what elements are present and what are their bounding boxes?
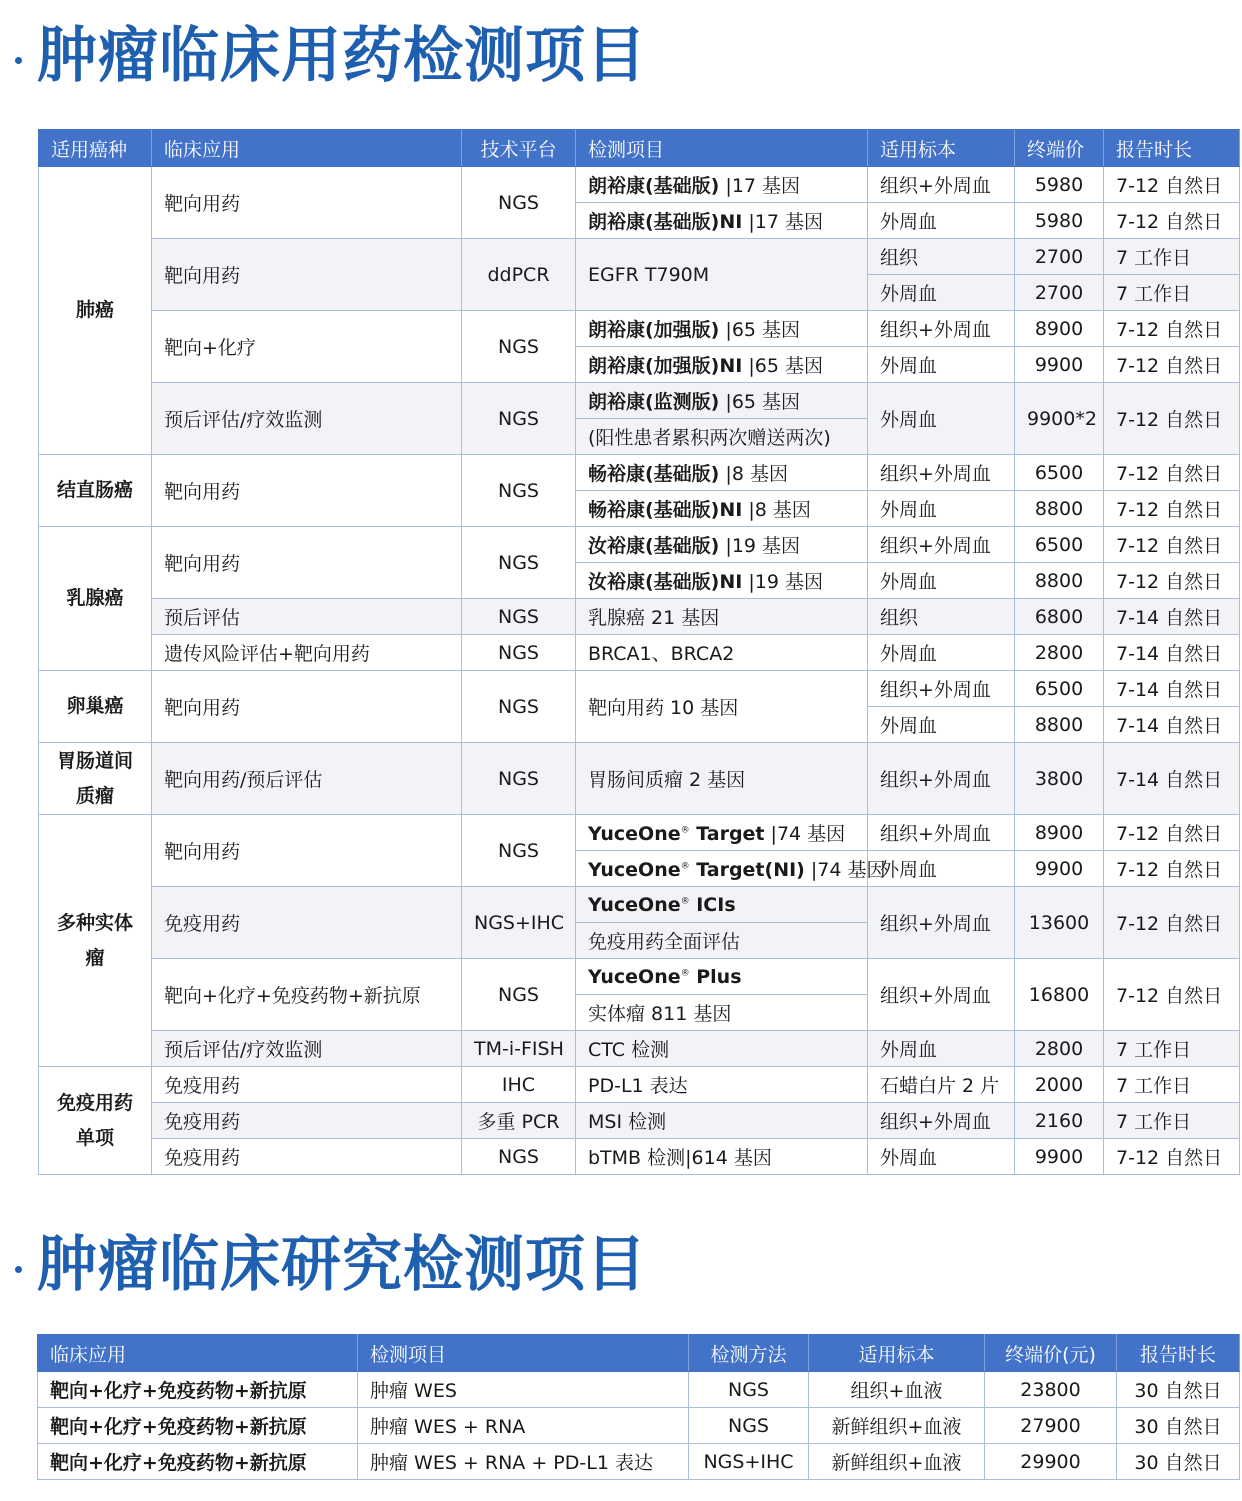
test-item-cell bbox=[576, 167, 868, 203]
application-cell: 靶向+化疗+免疫药物+新抗原 bbox=[152, 959, 462, 1031]
test-item-name: 朗裕康(加强版)NI bbox=[588, 355, 743, 377]
price-cell: 6500 bbox=[1015, 671, 1104, 707]
price-cell: 5980 bbox=[1015, 203, 1104, 239]
sample-cell: 外周血 bbox=[868, 635, 1015, 671]
sample-cell: 外周血 bbox=[868, 1139, 1015, 1175]
test-item-genes: |17 基因 bbox=[719, 175, 801, 197]
table-row bbox=[38, 1444, 1240, 1480]
platform-cell: ddPCR bbox=[462, 239, 576, 311]
price-cell: 8900 bbox=[1015, 815, 1104, 851]
sample-cell: 组织+外周血 bbox=[868, 1103, 1015, 1139]
col-header: 终端价(元) bbox=[985, 1335, 1117, 1372]
price-cell: 9900*2 bbox=[1015, 383, 1104, 455]
price-cell: 2000 bbox=[1015, 1067, 1104, 1103]
test-item-cell: BRCA1、BRCA2 bbox=[576, 635, 868, 671]
platform-cell: NGS bbox=[462, 167, 576, 239]
table-row bbox=[39, 311, 1240, 347]
platform-cell: NGS bbox=[462, 455, 576, 527]
bullet-dot-icon bbox=[15, 57, 22, 64]
table-row bbox=[39, 1103, 1240, 1139]
test-item-cell bbox=[576, 851, 886, 887]
price-cell: 8800 bbox=[1015, 563, 1104, 599]
price-cell: 5980 bbox=[1015, 167, 1104, 203]
test-item-genes: |74 基因 bbox=[764, 823, 846, 845]
test-item-genes: |8 基因 bbox=[742, 499, 811, 521]
price-cell: 2700 bbox=[1015, 239, 1104, 275]
price-cell: 9900 bbox=[1015, 1139, 1104, 1175]
table-row bbox=[39, 743, 1240, 815]
table-header-row bbox=[38, 1335, 1240, 1372]
price-cell: 8900 bbox=[1015, 311, 1104, 347]
col-header: 检测项目 bbox=[358, 1335, 689, 1372]
test-item-cell: 肿瘤 WES + RNA + PD-L1 表达 bbox=[358, 1444, 689, 1480]
price-cell: 3800 bbox=[1015, 743, 1104, 815]
table-row bbox=[39, 959, 1240, 995]
price-cell: 16800 bbox=[1015, 959, 1104, 1031]
price-cell: 13600 bbox=[1015, 887, 1104, 959]
col-header: 报告时长 bbox=[1117, 1335, 1240, 1372]
application-cell: 靶向用药 bbox=[152, 239, 462, 311]
sample-cell: 组织 bbox=[868, 599, 1015, 635]
table-header-row bbox=[39, 130, 1240, 167]
application-cell: 免疫用药 bbox=[152, 1103, 462, 1139]
table-row bbox=[39, 1139, 1240, 1175]
application-cell: 免疫用药 bbox=[152, 1067, 462, 1103]
test-item-genes: |65 基因 bbox=[719, 391, 801, 413]
test-item-cell: 胃肠间质瘤 2 基因 bbox=[576, 743, 868, 815]
cancer-type-cell: 乳腺癌 bbox=[39, 527, 152, 671]
table-row bbox=[39, 1031, 1240, 1067]
sample-cell: 外周血 bbox=[868, 347, 1015, 383]
platform-cell: NGS bbox=[462, 635, 576, 671]
col-header: 终端价 bbox=[1015, 130, 1104, 167]
sample-cell: 组织+外周血 bbox=[868, 455, 1015, 491]
platform-cell: NGS bbox=[462, 311, 576, 383]
test-item-cell bbox=[576, 311, 868, 347]
sample-cell: 组织+外周血 bbox=[868, 959, 1015, 1031]
registered-mark: ® bbox=[680, 896, 690, 907]
platform-cell: NGS bbox=[462, 959, 576, 1031]
test-item-note: 免疫用药全面评估 bbox=[576, 923, 868, 959]
table-row bbox=[38, 1408, 1240, 1444]
col-header: 适用癌种 bbox=[39, 130, 152, 167]
sample-cell: 外周血 bbox=[868, 491, 1015, 527]
report-time-cell: 7 工作日 bbox=[1104, 275, 1240, 311]
platform-cell: 多重 PCR bbox=[462, 1103, 576, 1139]
method-cell: NGS bbox=[689, 1408, 809, 1444]
col-header: 适用标本 bbox=[809, 1335, 985, 1372]
registered-mark: ® bbox=[680, 968, 690, 979]
price-cell: 9900 bbox=[1015, 851, 1104, 887]
test-item-variant: Target bbox=[689, 823, 765, 845]
col-header: 适用标本 bbox=[868, 130, 1015, 167]
application-cell: 靶向+化疗+免疫药物+新抗原 bbox=[38, 1444, 358, 1480]
report-time-cell: 7-14 自然日 bbox=[1104, 743, 1240, 815]
cancer-type-cell: 胃肠道间质瘤 bbox=[39, 743, 152, 815]
test-item-name: YuceOne bbox=[588, 823, 681, 845]
report-time-cell: 7-12 自然日 bbox=[1104, 383, 1240, 455]
report-time-cell: 7-14 自然日 bbox=[1104, 635, 1240, 671]
platform-cell: NGS bbox=[462, 743, 576, 815]
price-cell: 2700 bbox=[1015, 275, 1104, 311]
test-item-cell bbox=[576, 383, 868, 419]
application-cell: 遗传风险评估+靶向用药 bbox=[152, 635, 462, 671]
report-time-cell: 7-12 自然日 bbox=[1104, 527, 1240, 563]
test-item-name: YuceOne bbox=[588, 965, 681, 988]
application-cell: 靶向用药 bbox=[152, 527, 462, 599]
col-header: 检测项目 bbox=[576, 130, 868, 167]
sample-cell: 外周血 bbox=[868, 383, 1015, 455]
report-time-cell: 7-12 自然日 bbox=[1104, 851, 1240, 887]
report-time-cell: 7 工作日 bbox=[1104, 1103, 1240, 1139]
test-item-name: 畅裕康(基础版)NI bbox=[588, 499, 743, 521]
cancer-type-cell: 多种实体瘤 bbox=[39, 815, 152, 1067]
report-time-cell: 7-12 自然日 bbox=[1104, 959, 1240, 1031]
platform-cell: NGS bbox=[462, 1139, 576, 1175]
application-cell: 靶向用药 bbox=[152, 167, 462, 239]
application-cell: 预后评估/疗效监测 bbox=[152, 1031, 462, 1067]
sample-cell: 外周血 bbox=[868, 851, 1015, 887]
test-item-cell: 靶向用药 10 基因 bbox=[576, 671, 868, 743]
test-item-variant: ICIs bbox=[689, 893, 736, 916]
table-row bbox=[39, 239, 1240, 275]
test-item-cell: MSI 检测 bbox=[576, 1103, 868, 1139]
table-row bbox=[39, 383, 1240, 419]
sample-cell: 组织+外周血 bbox=[868, 671, 1015, 707]
price-cell: 6500 bbox=[1015, 527, 1104, 563]
report-time-cell: 30 自然日 bbox=[1117, 1372, 1240, 1408]
sample-cell: 组织+外周血 bbox=[868, 743, 1015, 815]
table-row bbox=[39, 455, 1240, 491]
test-item-cell bbox=[576, 815, 868, 851]
col-header: 报告时长 bbox=[1104, 130, 1240, 167]
method-cell: NGS bbox=[689, 1372, 809, 1408]
application-cell: 预后评估/疗效监测 bbox=[152, 383, 462, 455]
cancer-type-cell: 肺癌 bbox=[39, 167, 152, 455]
test-item-note: (阳性患者累积两次赠送两次) bbox=[576, 419, 868, 455]
sample-cell: 组织+外周血 bbox=[868, 815, 1015, 851]
sample-cell: 组织 bbox=[868, 239, 1015, 275]
sample-cell: 新鲜组织+血液 bbox=[809, 1444, 985, 1480]
test-item-genes: |19 基因 bbox=[742, 571, 824, 593]
test-item-cell bbox=[576, 959, 868, 995]
test-item-name: 朗裕康(监测版) bbox=[588, 391, 720, 413]
report-time-cell: 7-14 自然日 bbox=[1104, 671, 1240, 707]
table-row bbox=[39, 887, 1240, 923]
test-item-cell: EGFR T790M bbox=[576, 239, 868, 311]
report-time-cell: 30 自然日 bbox=[1117, 1408, 1240, 1444]
test-item-cell: 乳腺癌 21 基因 bbox=[576, 599, 868, 635]
price-cell: 8800 bbox=[1015, 707, 1104, 743]
test-item-cell bbox=[576, 347, 868, 383]
test-item-genes: |17 基因 bbox=[742, 211, 824, 233]
registered-mark: ® bbox=[680, 861, 690, 872]
test-item-genes: |65 基因 bbox=[742, 355, 824, 377]
report-time-cell: 7-12 自然日 bbox=[1104, 167, 1240, 203]
application-cell: 靶向用药 bbox=[152, 455, 462, 527]
col-header: 临床应用 bbox=[38, 1335, 358, 1372]
application-cell: 靶向用药 bbox=[152, 671, 462, 743]
report-time-cell: 7-12 自然日 bbox=[1104, 203, 1240, 239]
sample-cell: 组织+外周血 bbox=[868, 527, 1015, 563]
test-item-cell bbox=[576, 527, 868, 563]
price-cell: 8800 bbox=[1015, 491, 1104, 527]
col-header: 检测方法 bbox=[689, 1335, 809, 1372]
test-item-name: 朗裕康(加强版) bbox=[588, 319, 720, 341]
table-row bbox=[39, 167, 1240, 203]
platform-cell: NGS bbox=[462, 815, 576, 887]
test-item-cell bbox=[576, 563, 868, 599]
test-item-cell: 肿瘤 WES + RNA bbox=[358, 1408, 689, 1444]
test-item-cell: PD-L1 表达 bbox=[576, 1067, 868, 1103]
cancer-type-cell: 卵巢癌 bbox=[39, 671, 152, 743]
test-item-cell: CTC 检测 bbox=[576, 1031, 868, 1067]
clinical-research-test-table bbox=[37, 1334, 1240, 1480]
test-item-variant: Target(NI) bbox=[689, 859, 805, 881]
application-cell: 靶向+化疗 bbox=[152, 311, 462, 383]
test-item-cell bbox=[576, 203, 868, 239]
report-time-cell: 7-12 自然日 bbox=[1104, 455, 1240, 491]
table-row bbox=[38, 1372, 1240, 1408]
test-item-cell bbox=[576, 887, 868, 923]
table-row bbox=[39, 815, 1240, 851]
platform-cell: IHC bbox=[462, 1067, 576, 1103]
test-item-name: YuceOne bbox=[588, 859, 681, 881]
bullet-dot-icon bbox=[15, 1266, 22, 1273]
report-time-cell: 7 工作日 bbox=[1104, 1067, 1240, 1103]
method-cell: NGS+IHC bbox=[689, 1444, 809, 1480]
test-item-name: YuceOne bbox=[588, 893, 681, 916]
sample-cell: 外周血 bbox=[868, 707, 1015, 743]
sample-cell: 组织+血液 bbox=[809, 1372, 985, 1408]
price-cell: 2800 bbox=[1015, 635, 1104, 671]
table-row bbox=[39, 599, 1240, 635]
application-cell: 预后评估 bbox=[152, 599, 462, 635]
test-item-name: 畅裕康(基础版) bbox=[588, 463, 720, 485]
test-item-name: 汝裕康(基础版)NI bbox=[588, 571, 743, 593]
cancer-type-cell: 结直肠癌 bbox=[39, 455, 152, 527]
table-row bbox=[39, 527, 1240, 563]
cancer-type-cell: 免疫用药单项 bbox=[39, 1067, 152, 1175]
platform-cell: NGS bbox=[462, 527, 576, 599]
platform-cell: NGS+IHC bbox=[462, 887, 576, 959]
sample-cell: 外周血 bbox=[868, 563, 1015, 599]
platform-cell: NGS bbox=[462, 599, 576, 635]
price-cell: 27900 bbox=[985, 1408, 1117, 1444]
report-time-cell: 7-14 自然日 bbox=[1104, 599, 1240, 635]
sample-cell: 外周血 bbox=[868, 1031, 1015, 1067]
test-item-cell: bTMB 检测|614 基因 bbox=[576, 1139, 868, 1175]
report-time-cell: 7-12 自然日 bbox=[1104, 347, 1240, 383]
application-cell: 靶向+化疗+免疫药物+新抗原 bbox=[38, 1408, 358, 1444]
test-item-name: 汝裕康(基础版) bbox=[588, 535, 720, 557]
test-item-cell bbox=[576, 491, 868, 527]
sample-cell: 新鲜组织+血液 bbox=[809, 1408, 985, 1444]
price-cell: 2800 bbox=[1015, 1031, 1104, 1067]
platform-cell: NGS bbox=[462, 383, 576, 455]
price-cell: 2160 bbox=[1015, 1103, 1104, 1139]
report-time-cell: 30 自然日 bbox=[1117, 1444, 1240, 1480]
section1-title: 肿瘤临床用药检测项目 bbox=[37, 21, 647, 91]
price-cell: 6800 bbox=[1015, 599, 1104, 635]
test-item-variant: Plus bbox=[689, 965, 742, 988]
section2-title: 肿瘤临床研究检测项目 bbox=[37, 1230, 647, 1300]
platform-cell: TM-i-FISH bbox=[462, 1031, 576, 1067]
application-cell: 免疫用药 bbox=[152, 887, 462, 959]
sample-cell: 外周血 bbox=[868, 203, 1015, 239]
price-cell: 29900 bbox=[985, 1444, 1117, 1480]
report-time-cell: 7 工作日 bbox=[1104, 1031, 1240, 1067]
sample-cell: 组织+外周血 bbox=[868, 887, 1015, 959]
report-time-cell: 7-14 自然日 bbox=[1104, 707, 1240, 743]
sample-cell: 组织+外周血 bbox=[868, 167, 1015, 203]
test-item-genes: |65 基因 bbox=[719, 319, 801, 341]
test-item-name: 朗裕康(基础版)NI bbox=[588, 211, 743, 233]
test-item-note: 实体瘤 811 基因 bbox=[576, 995, 868, 1031]
sample-cell: 组织+外周血 bbox=[868, 311, 1015, 347]
report-time-cell: 7-12 自然日 bbox=[1104, 815, 1240, 851]
col-header: 技术平台 bbox=[462, 130, 576, 167]
col-header: 临床应用 bbox=[152, 130, 462, 167]
test-item-genes: |74 基因 bbox=[804, 859, 886, 881]
price-cell: 9900 bbox=[1015, 347, 1104, 383]
report-time-cell: 7-12 自然日 bbox=[1104, 887, 1240, 959]
report-time-cell: 7-12 自然日 bbox=[1104, 311, 1240, 347]
report-time-cell: 7-12 自然日 bbox=[1104, 563, 1240, 599]
application-cell: 靶向用药 bbox=[152, 815, 462, 887]
test-item-cell bbox=[576, 455, 868, 491]
report-time-cell: 7-12 自然日 bbox=[1104, 1139, 1240, 1175]
table-row bbox=[39, 671, 1240, 707]
table-row bbox=[39, 1067, 1240, 1103]
test-item-genes: |8 基因 bbox=[719, 463, 788, 485]
sample-cell: 石蜡白片 2 片 bbox=[868, 1067, 1015, 1103]
sample-cell: 外周血 bbox=[868, 275, 1015, 311]
table-row bbox=[39, 635, 1240, 671]
test-item-cell: 肿瘤 WES bbox=[358, 1372, 689, 1408]
test-item-genes: |19 基因 bbox=[719, 535, 801, 557]
application-cell: 靶向+化疗+免疫药物+新抗原 bbox=[38, 1372, 358, 1408]
price-cell: 6500 bbox=[1015, 455, 1104, 491]
platform-cell: NGS bbox=[462, 671, 576, 743]
registered-mark: ® bbox=[680, 825, 690, 836]
report-time-cell: 7 工作日 bbox=[1104, 239, 1240, 275]
application-cell: 免疫用药 bbox=[152, 1139, 462, 1175]
report-time-cell: 7-12 自然日 bbox=[1104, 491, 1240, 527]
clinical-drug-test-table bbox=[38, 129, 1240, 1175]
test-item-name: 朗裕康(基础版) bbox=[588, 175, 720, 197]
price-cell: 23800 bbox=[985, 1372, 1117, 1408]
application-cell: 靶向用药/预后评估 bbox=[152, 743, 462, 815]
